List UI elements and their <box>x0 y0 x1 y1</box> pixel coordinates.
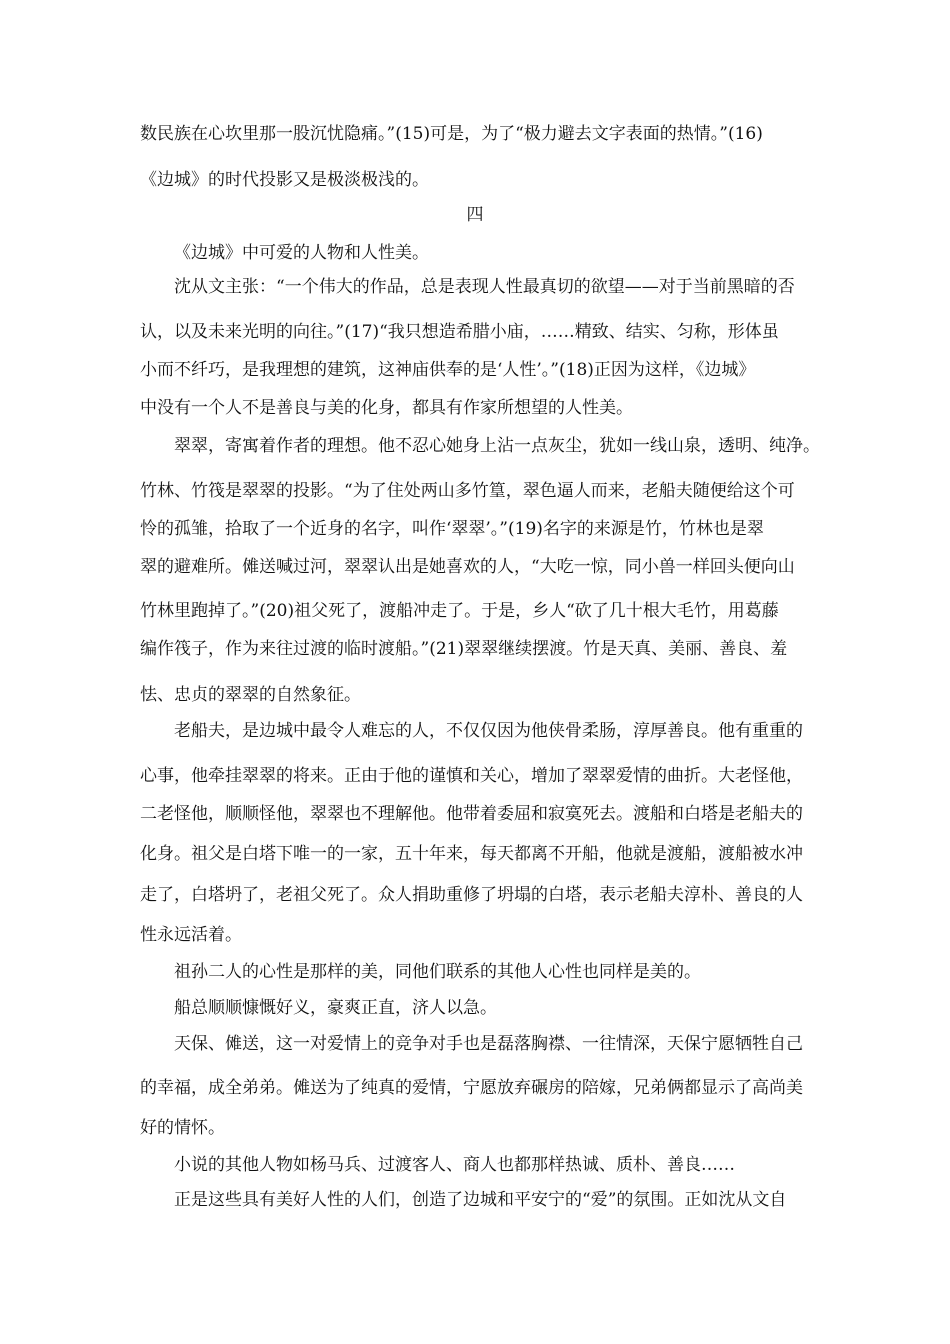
text-line: 天保、傩送，这一对爱情上的竞争对手也是磊落胸襟、一往情深，天保宁愿牺牲自己 <box>174 1034 803 1054</box>
text-line: 《边城》的时代投影又是极淡极浅的。 <box>140 170 429 190</box>
text-line: 中没有一个人不是善良与美的化身，都具有作家所想望的人性美。 <box>140 398 633 418</box>
text-line: 心事，他牵挂翠翠的将来。正由于他的谨慎和关心，增加了翠翠爱情的曲折。大老怪他， <box>140 766 803 786</box>
text-line: 竹林里跑掉了。”(20)祖父死了，渡船冲走了。于是，乡人“砍了几十根大毛竹，用葛藤 <box>140 601 779 621</box>
text-line: 编作筏子，作为来往过渡的临时渡船。”(21)翠翠继续摆渡。竹是天真、美丽、善良、羞 <box>140 639 788 659</box>
section-heading: 四 <box>466 205 484 225</box>
text-line: 的幸福，成全弟弟。傩送为了纯真的爱情，宁愿放弃碾房的陪嫁，兄弟俩都显示了高尚美 <box>140 1078 803 1098</box>
text-line: 祖孙二人的心性是那样的美，同他们联系的其他人心性也同样是美的。 <box>174 962 701 982</box>
text-line: 老船夫，是边城中最令人难忘的人，不仅仅因为他侠骨柔肠，淳厚善良。他有重重的 <box>174 721 803 741</box>
text-line: 船总顺顺慷慨好义，豪爽正直，济人以急。 <box>174 998 497 1018</box>
text-line: 翠翠，寄寓着作者的理想。他不忍心她身上沾一点灰尘，犹如一线山泉，透明、纯净。 <box>174 436 820 456</box>
text-line: 认，以及未来光明的向往。”(17)“我只想造希腊小庙，……精致、结实、匀称，形体虽 <box>140 322 779 342</box>
text-line: 走了，白塔坍了，老祖父死了。众人捐助重修了坍塌的白塔，表示老船夫淳朴、善良的人 <box>140 885 803 905</box>
text-line: 怜的孤雏，拾取了一个近身的名字，叫作‘翠翠’。”(19)名字的来源是竹，竹林也是翠 <box>140 519 764 539</box>
text-line: 性永远活着。 <box>140 925 242 945</box>
text-line: 二老怪他，顺顺怪他，翠翠也不理解他。他带着委屈和寂寞死去。渡船和白塔是老船夫的 <box>140 804 803 824</box>
text-line: 化身。祖父是白塔下唯一的一家，五十年来，每天都离不开船，他就是渡船，渡船被水冲 <box>140 844 803 864</box>
text-line: 《边城》中可爱的人物和人性美。 <box>174 243 429 263</box>
text-line: 数民族在心坎里那一股沉忧隐痛。”(15)可是，为了“极力避去文字表面的热情。”(16) <box>140 124 763 144</box>
text-line: 小而不纤巧，是我理想的建筑，这神庙供奉的是‘人性’。”(18)正因为这样，《边城》 <box>140 360 756 380</box>
text-line: 好的情怀。 <box>140 1118 225 1138</box>
text-line: 小说的其他人物如杨马兵、过渡客人、商人也都那样热诚、质朴、善良…… <box>174 1155 735 1175</box>
text-line: 正是这些具有美好人性的人们，创造了边城和平安宁的“爱”的氛围。正如沈从文自 <box>174 1190 787 1210</box>
text-line: 怯、忠贞的翠翠的自然象征。 <box>140 685 361 705</box>
text-line: 翠的避难所。傩送喊过河，翠翠认出是她喜欢的人，“大吃一惊，同小兽一样回头便向山 <box>140 557 795 577</box>
text-line: 竹林、竹筏是翠翠的投影。“为了住处两山多竹篁，翠色逼人而来，老船夫随便给这个可 <box>140 481 795 501</box>
text-line: 沈从文主张：“一个伟大的作品，总是表现人性最真切的欲望——对于当前黑暗的否 <box>174 277 795 297</box>
